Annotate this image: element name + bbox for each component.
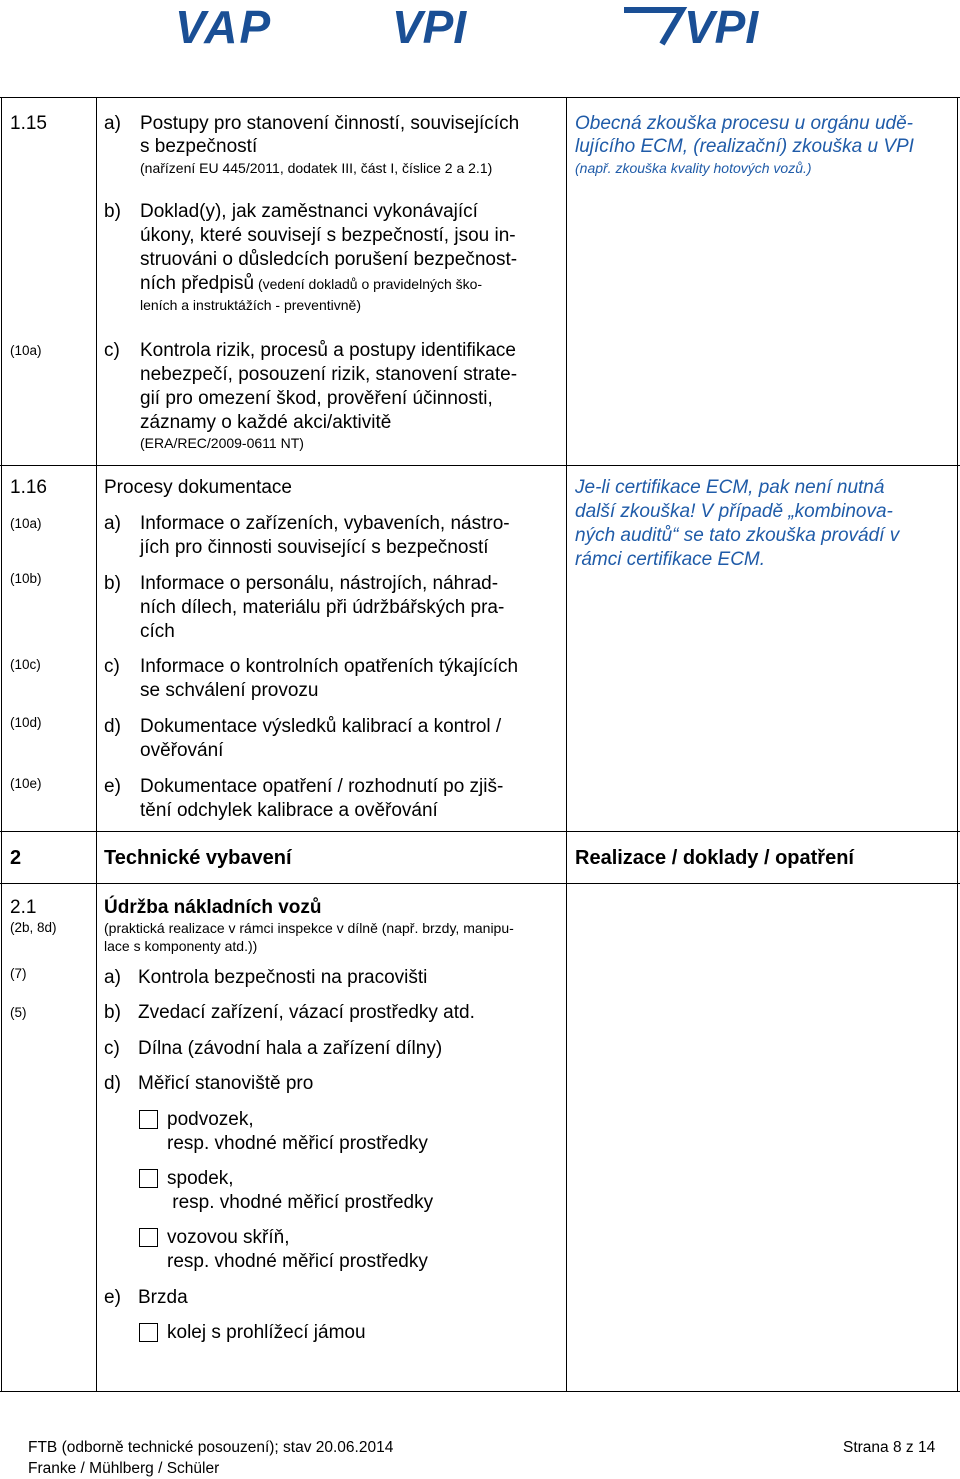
item-letter: a) [104,967,121,988]
right-comment [575,500,893,524]
vpi-logo-text-2: VPI [684,1,759,53]
item-text: ních předpisů [140,273,255,294]
section-subtitle: lace s komponenty atd.)) [104,938,258,954]
checkbox-label: podvozek, [167,1109,254,1130]
checkbox-label: kolej s prohlížecí jámou [167,1322,366,1343]
checkbox-label: vozovou skříň, [167,1227,290,1248]
vap-logo: VAP [175,1,273,53]
chapter-right-title: Realizace / doklady / opatření [575,847,854,869]
item-letter: e) [104,1287,121,1308]
right-comment: Je-li certifikace ECM, pak není nutná [575,477,885,498]
swoosh-icon [622,6,692,46]
item-text: Zvedací zařízení, vázací prostředky atd. [138,1002,475,1023]
reference-code: (10d) [10,715,42,730]
item-letter: b) [104,201,121,222]
checkbox-label: spodek, [167,1168,234,1189]
right-comment: Obecná zkouška procesu u orgánu udě- [575,113,913,134]
item-text: ních dílech, materiálu při údržbářských pra- [140,597,505,618]
item-letter: d) [104,716,121,737]
table-right-border [957,97,958,1392]
item-text: Postupy pro stanovení činností, souvisejících [140,113,520,134]
item-letter: b) [104,1002,121,1023]
footer-line-2: Franke / Mühlberg / Schüler [28,1460,220,1477]
section-number: 1.15 [10,113,47,134]
reference-code: (2b, 8d) [10,920,57,935]
item-text: cích [140,621,175,642]
right-comment: ných auditů“ se tato zkouška provádí v [575,525,900,546]
vpi-logo-text: VPI [392,1,467,53]
item-text: Měřicí stanoviště pro [138,1073,314,1094]
item-text: úkony, které souvisejí s bezpečností, jsou in- [140,225,516,246]
checkbox-spodek[interactable] [139,1169,158,1188]
item-text: se schválení provozu [140,680,319,701]
checkbox-label: resp. vhodné měřicí prostředky [167,1251,428,1272]
item-note: (nařízení EU 445/2011, dodatek III, část I, číslice 2 a 2.1) [140,160,493,176]
item-letter: c) [104,340,120,361]
item-letter: e) [104,776,121,797]
right-comment: lujícího ECM, (realizační) zkouška u VPI [575,136,914,157]
item-note: (ERA/REC/2009-0611 NT) [140,435,304,451]
col-divider-2 [566,97,567,1392]
reference-code: (5) [10,1005,27,1020]
checkbox-vozova-skrin[interactable] [139,1228,158,1247]
section-number: 1.16 [10,477,47,498]
item-text: záznamy o každé akci/aktivitě [140,412,392,433]
item-text: Kontrola bezpečnosti na pracovišti [138,967,428,988]
footer-line-1: FTB (odborně technické posouzení); stav 20.06.2014 [28,1439,394,1456]
checkbox-kolej[interactable] [139,1323,158,1342]
section-title: Údržba nákladních vozů [104,897,322,918]
reference-code: (10a) [10,343,42,358]
row-divider-116 [0,831,960,832]
item-letter: c) [104,1038,120,1059]
section-number: 2.1 [10,897,37,918]
checkbox-label: resp. vhodné měřicí prostředky [167,1192,434,1213]
item-text: Dokumentace výsledků kalibrací a kontrol / [140,716,502,737]
checkbox-podvozek[interactable] [139,1110,158,1129]
item-note: (vedení dokladů o pravidelných ško- [254,276,483,292]
reference-code: (10b) [10,571,42,586]
right-comment-note: (např. zkouška kvality hotových vozů.) [575,160,812,176]
item-text: Informace o kontrolních opatřeních týkajících [140,656,519,677]
item-letter: c) [104,656,120,677]
item-text: s bezpečností [140,136,258,157]
chapter-number: 2 [10,847,22,869]
checkbox-label: resp. vhodné měřicí prostředky [167,1133,428,1154]
table-left-border [1,97,2,1392]
row-divider-115 [0,465,960,466]
table-bottom-border [0,1391,960,1392]
section-subtitle: (praktická realizace v rámci inspekce v dílně (např. brzdy, manipu- [104,920,514,936]
item-letter: b) [104,573,121,594]
vpi-logo [392,0,466,54]
section-title: Procesy dokumentace [104,477,292,498]
item-text: tění odchylek kalibrace a ověřování [140,800,438,821]
chapter-title: Technické vybavení [104,847,292,869]
item-text: struováni o důsledcích porušení bezpečnost- [140,249,518,270]
item-text: jích pro činnosti související s bezpečností [140,537,489,558]
col-divider-1 [96,97,97,1392]
item-text: Doklad(y), jak zaměstnanci vykonávající [140,201,478,222]
item-text: Informace o personálu, nástrojích, náhrad- [140,573,499,594]
item-text: Brzda [138,1287,188,1308]
reference-code: (10c) [10,657,41,672]
reference-code: (7) [10,966,27,981]
item-letter: d) [104,1073,121,1094]
item-note: leních a instruktážích - preventivně) [140,297,361,313]
table-top-border [0,97,960,98]
reference-code: (10a) [10,516,42,531]
item-text: gií pro omezení škod, prověření účinnosti, [140,388,493,409]
right-comment-part: další zkouška! [575,501,701,522]
item-text-mixed [140,272,482,296]
item-letter: a) [104,513,121,534]
item-text: nebezpečí, posouzení rizik, stanovení strate- [140,364,518,385]
row-divider-2 [0,883,960,884]
item-text: Kontrola rizik, procesů a postupy identifikace [140,340,516,361]
item-letter: a) [104,113,121,134]
item-text: Dílna (závodní hala a zařízení dílny) [138,1038,443,1059]
item-text: ověřování [140,740,224,761]
item-text: Informace o zařízeních, vybaveních, nástro- [140,513,510,534]
item-text: Dokumentace opatření / rozhodnutí po zjiš- [140,776,504,797]
reference-code: (10e) [10,776,42,791]
right-comment: rámci certifikace ECM. [575,549,766,570]
right-comment-part: V případě „kombinova- [700,501,893,522]
page-number: Strana 8 z 14 [843,1439,936,1456]
